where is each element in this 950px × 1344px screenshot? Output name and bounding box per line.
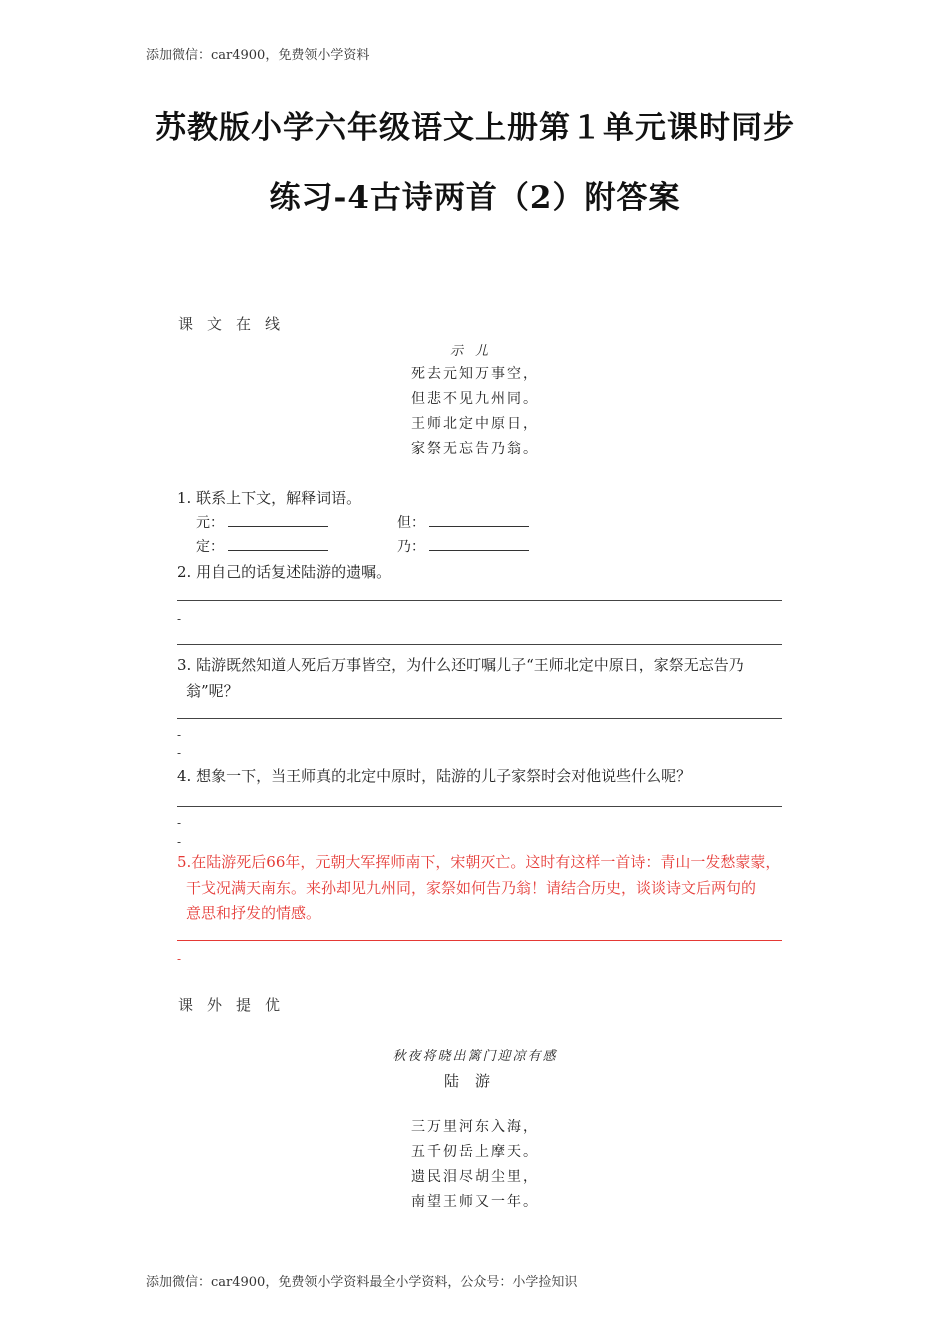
dash-marker: - (177, 816, 182, 830)
answer-rule[interactable] (177, 806, 782, 807)
poem-line-3: 遗民泪尽胡尘里， (411, 1169, 539, 1185)
poem-title-qiuye: 秋夜将晓出篱门迎凉有感 (392, 1049, 558, 1064)
section-label-lesson: 课文在线 (178, 315, 295, 333)
question-2: 2. 用自己的话复述陆游的遗嘱。 (177, 563, 392, 581)
question-5-line-3: 意思和抒发的情感。 (186, 904, 322, 922)
poem-line-4: 家祭无忘告乃翁。 (411, 441, 539, 457)
blank-yuan (196, 512, 328, 532)
dash-marker: - (177, 612, 182, 626)
question-5-line-2: 干戈况满天南东。来孙却见九州同，家祭如何告乃翁！请结合历史，谈谈诗文后两句的 (186, 879, 757, 897)
answer-line[interactable] (228, 512, 328, 527)
poem-line-1: 三万里河东入海， (411, 1119, 539, 1135)
blank-nai (397, 536, 529, 556)
blank-ding (196, 536, 328, 556)
answer-rule[interactable] (177, 600, 782, 601)
question-4: 4. 想象一下，当王师真的北定中原时，陆游的儿子家祭时会对他说些什么呢？ (177, 767, 692, 785)
poem-author: 陆游 (443, 1072, 506, 1090)
dash-marker: - (177, 728, 182, 742)
blank-dan (397, 512, 529, 532)
dash-marker: - (177, 746, 182, 760)
question-3-line-1: 3. 陆游既然知道人死后万事皆空，为什么还叮嘱儿子“王师北定中原日，家祭无忘告乃 (177, 656, 744, 674)
blank-label: 定： (196, 539, 224, 555)
poem-line-2: 但悲不见九州同。 (411, 391, 539, 407)
page-title-line-1: 苏教版小学六年级语文上册第１单元课时同步 (155, 110, 795, 146)
dash-marker: - (177, 835, 182, 849)
answer-line[interactable] (429, 536, 529, 551)
blank-label: 元： (196, 515, 224, 531)
page-title-line-2: 练习-4古诗两首（2）附答案 (269, 180, 681, 216)
header-note: 添加微信：car4900，免费领小学资料 (146, 48, 370, 63)
poem-line-3: 王师北定中原日， (411, 416, 539, 432)
question-3-line-2: 翁”呢？ (186, 682, 239, 700)
poem-line-4: 南望王师又一年。 (411, 1194, 539, 1210)
answer-rule[interactable] (177, 718, 782, 719)
blank-label: 乃： (397, 539, 425, 555)
footer-note: 添加微信：car4900，免费领小学资料最全小学资料，公众号：小学捡知识 (146, 1275, 578, 1290)
answer-line[interactable] (429, 512, 529, 527)
answer-line[interactable] (228, 536, 328, 551)
section-label-extension: 课外提优 (178, 996, 295, 1014)
answer-rule[interactable] (177, 644, 782, 645)
question-5-line-1: 5.在陆游死后66年，元朝大军挥师南下，宋朝灭亡。这时有这样一首诗：青山一发愁蒙蒙， (177, 853, 781, 871)
question-1: 1. 联系上下文，解释词语。 (177, 489, 362, 507)
poem-line-1: 死去元知万事空， (411, 366, 539, 382)
poem-line-2: 五千仞岳上摩天。 (411, 1144, 539, 1160)
dash-marker: - (177, 952, 182, 966)
blank-label: 但： (397, 515, 425, 531)
answer-rule[interactable] (177, 940, 782, 941)
poem-title-shier: 示儿 (449, 344, 500, 359)
